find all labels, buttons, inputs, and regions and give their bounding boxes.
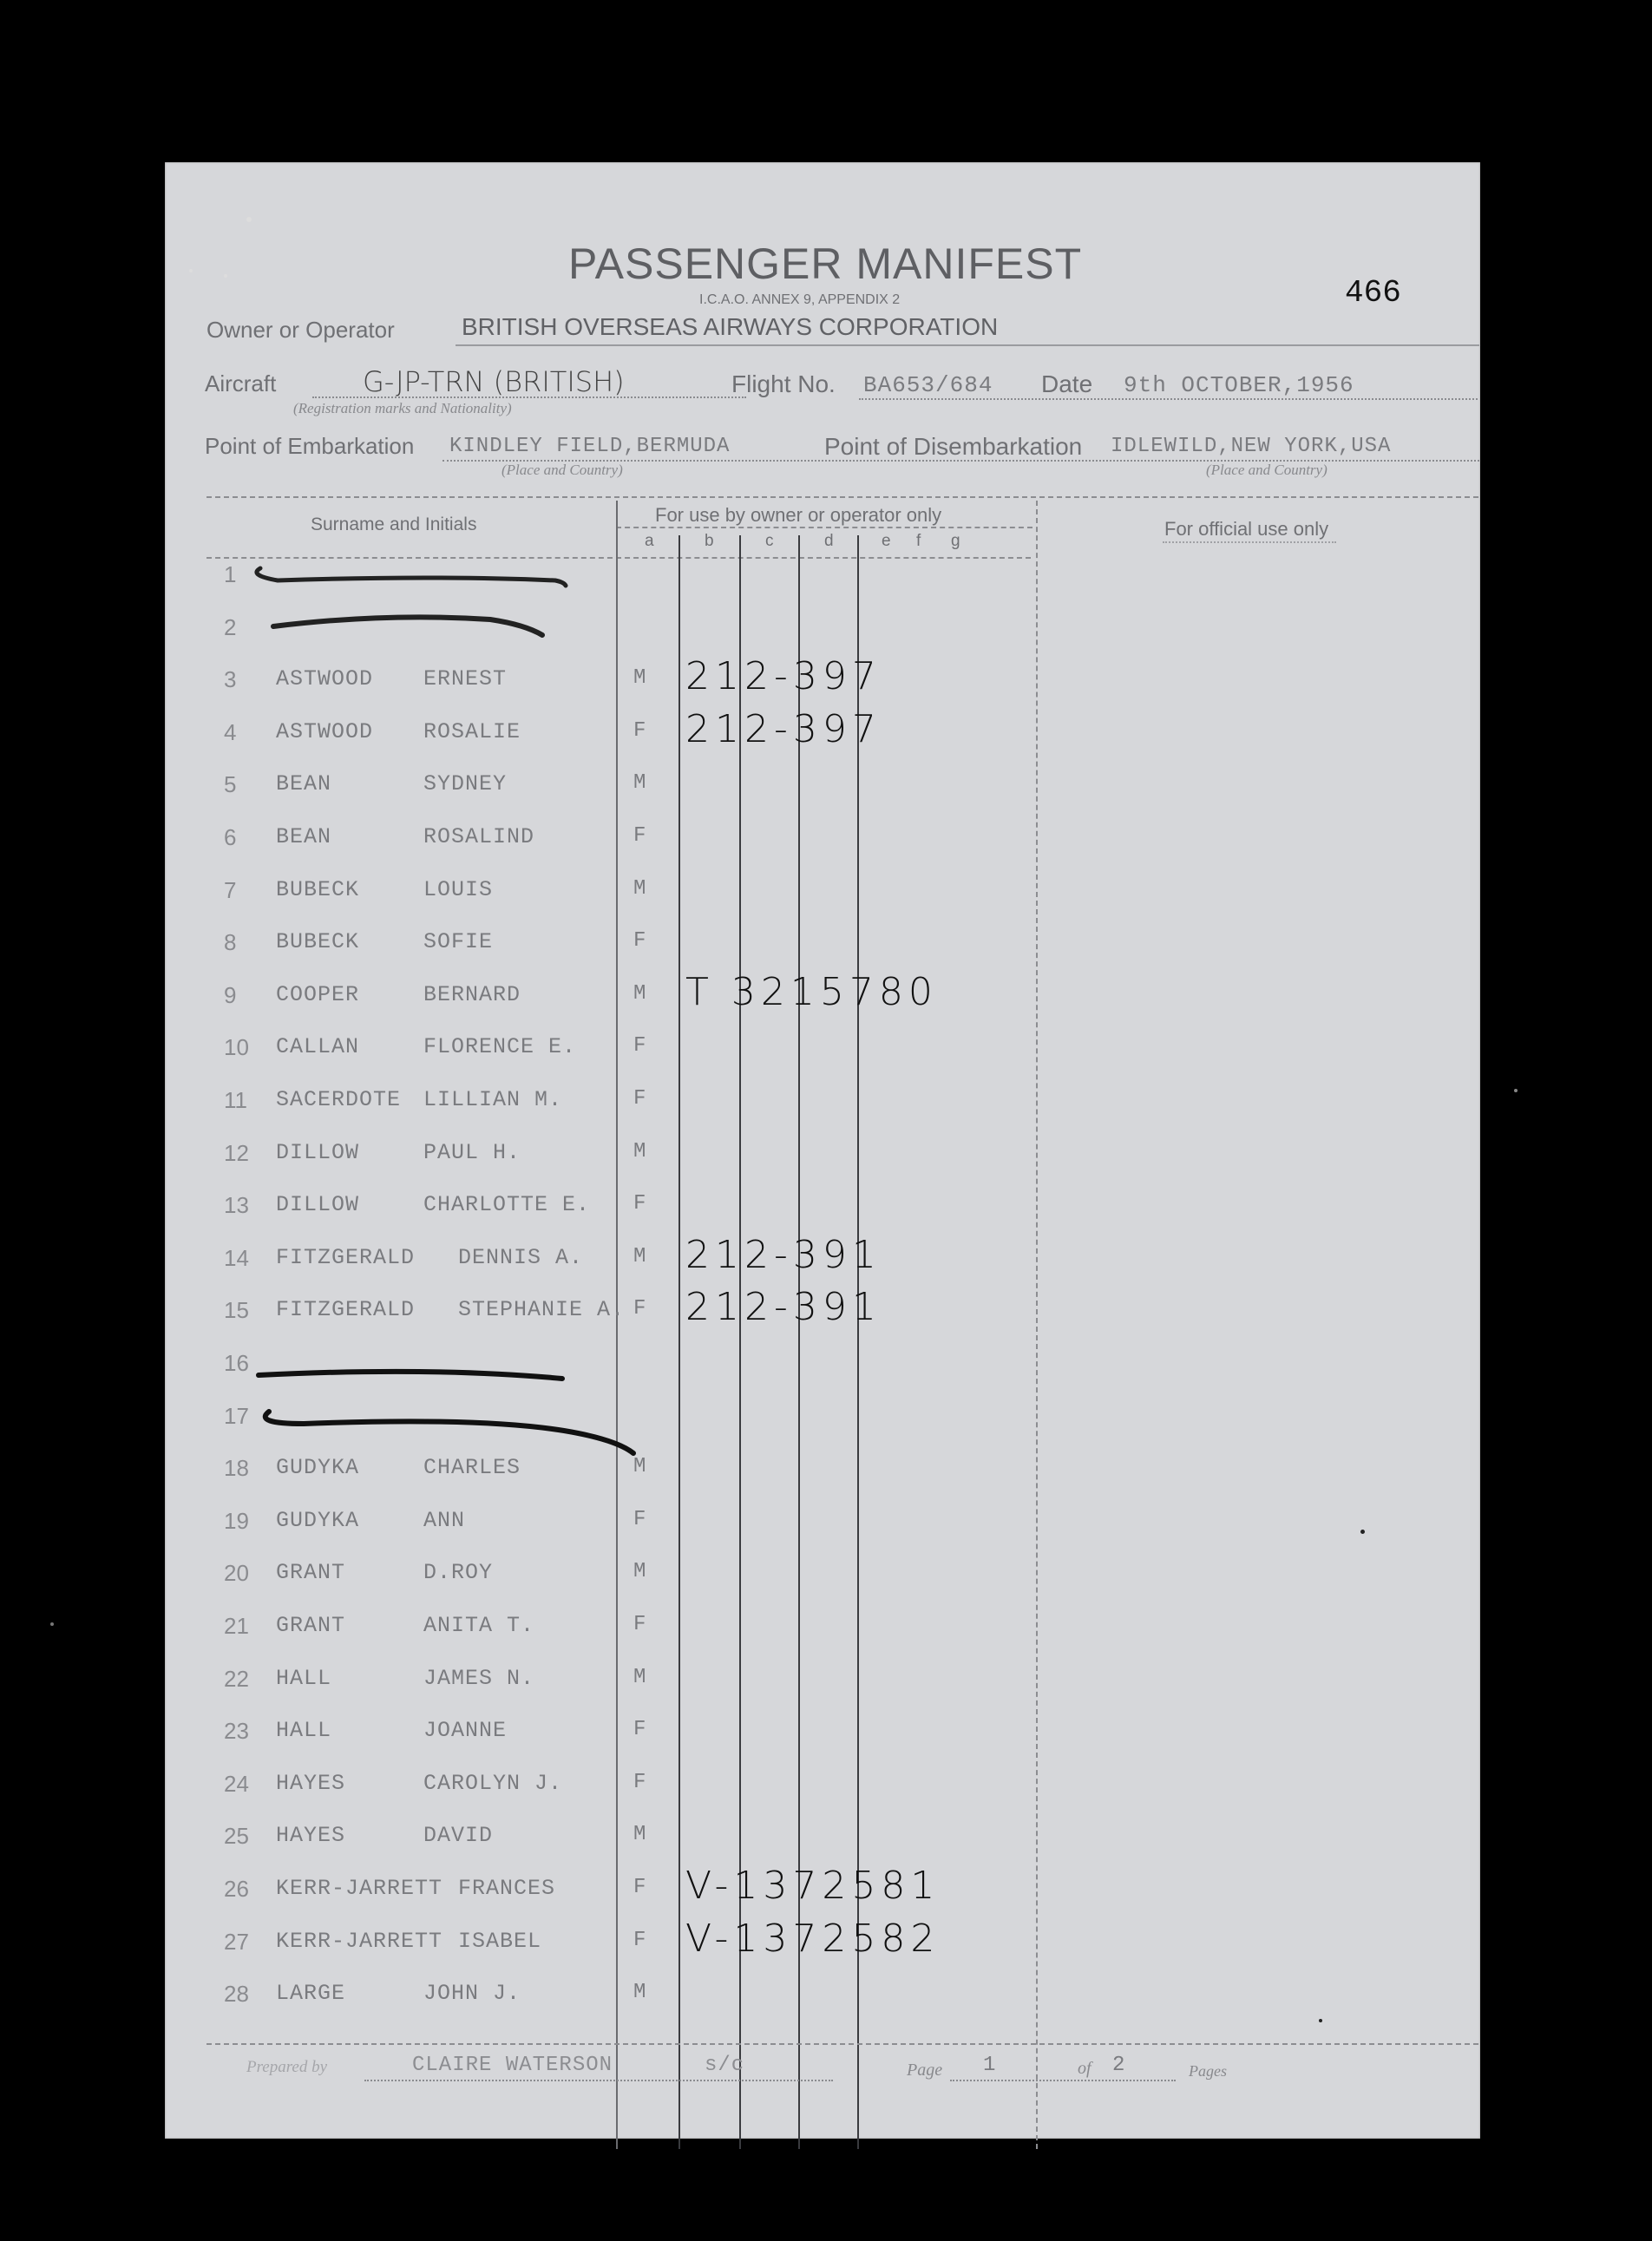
passenger-sex: F [633, 1034, 649, 1058]
passenger-sex: M [633, 1666, 649, 1689]
row-number: 17 [224, 1403, 249, 1429]
col-official-header: For official use only [1164, 518, 1329, 540]
row-number: 25 [224, 1823, 249, 1849]
passenger-given-name: CHARLOTTE E. [423, 1192, 591, 1217]
handwritten-note: T 3215780 [685, 970, 938, 1014]
row-number: 10 [224, 1034, 249, 1060]
sub-column-g: g [951, 532, 960, 550]
passenger-surname: KERR-JARRETT [276, 1929, 443, 1954]
passenger-given-name: SOFIE [423, 929, 494, 954]
row-number: 5 [224, 771, 237, 797]
passenger-sex: M [633, 771, 649, 795]
scan-speck [1514, 1089, 1518, 1092]
passenger-given-name: ROSALIE [423, 719, 521, 744]
date-value: 9th OCTOBER,1956 [1124, 372, 1354, 398]
page-number: 466 [1345, 275, 1401, 311]
row-number: 4 [224, 719, 237, 745]
sub-column-e: e [882, 532, 891, 550]
passenger-surname: KERR-JARRETT [276, 1876, 443, 1901]
row-number: 22 [224, 1666, 249, 1692]
disembark-place-note: (Place and Country) [1206, 462, 1328, 478]
passenger-surname: DILLOW [276, 1192, 360, 1217]
owner-label: Owner or Operator [206, 317, 395, 343]
passenger-sex: F [633, 1192, 649, 1216]
passenger-sex: F [633, 1771, 649, 1794]
passenger-surname: HAYES [276, 1823, 346, 1848]
strike-row-2 [273, 617, 542, 635]
page-value: 1 [983, 2054, 999, 2077]
passenger-given-name: ANN [423, 1508, 466, 1533]
passenger-surname: COOPER [276, 982, 360, 1007]
registration-note: (Registration marks and Nationality) [293, 400, 512, 416]
strike-row-1 [257, 568, 566, 586]
strike-row-16 [259, 1372, 562, 1379]
sub-column-b: b [705, 532, 714, 550]
passenger-surname: LARGE [276, 1981, 346, 2006]
passenger-surname: ASTWOOD [276, 666, 374, 691]
row-number: 20 [224, 1560, 249, 1586]
sub-column-f: f [916, 532, 921, 550]
date-label: Date [1041, 370, 1093, 397]
of-value: 2 [1112, 2054, 1128, 2077]
passenger-sex: F [633, 1087, 649, 1111]
flight-value: BA653/684 [863, 372, 993, 398]
passenger-sex: F [633, 719, 649, 743]
passenger-surname: DILLOW [276, 1140, 360, 1165]
passenger-sex: M [633, 877, 649, 901]
passenger-sex: F [633, 1297, 649, 1320]
passenger-surname: FITZGERALD [276, 1245, 416, 1270]
passenger-sex: F [633, 1876, 649, 1899]
page-label: Page [907, 2061, 943, 2080]
row-number: 9 [224, 982, 237, 1008]
passenger-sex: F [633, 1718, 649, 1741]
of-label: of [1078, 2059, 1092, 2078]
row-number: 13 [224, 1192, 249, 1218]
passenger-surname: CALLAN [276, 1034, 360, 1059]
passenger-surname: ASTWOOD [276, 719, 374, 744]
aircraft-value: G-JP-TRN (BRITISH) [363, 365, 625, 398]
row-number: 16 [224, 1350, 249, 1376]
row-number: 14 [224, 1245, 249, 1271]
aircraft-label: Aircraft [205, 370, 277, 396]
passenger-sex: M [633, 1823, 649, 1846]
disembark-label: Point of Disembarkation [824, 433, 1083, 460]
disembark-value: IDLEWILD,NEW YORK,USA [1111, 435, 1392, 458]
passenger-surname: BUBECK [276, 877, 360, 902]
col-owner-use-header: For use by owner or operator only [655, 504, 942, 526]
passenger-given-name: JOANNE [423, 1718, 508, 1743]
passenger-surname: GRANT [276, 1560, 346, 1585]
pages-label: Pages [1189, 2062, 1227, 2080]
passenger-given-name: LILLIAN M. [423, 1087, 563, 1112]
row-number: 26 [224, 1876, 249, 1902]
scan-speck [224, 274, 227, 278]
row-number: 23 [224, 1718, 249, 1744]
passenger-sex: F [633, 1929, 649, 1952]
passenger-given-name: BERNARD [423, 982, 521, 1007]
row-number: 7 [224, 877, 237, 903]
embark-place-note: (Place and Country) [502, 462, 623, 478]
passenger-sex: F [633, 824, 649, 848]
sub-column-c: c [765, 532, 774, 550]
passenger-sex: M [633, 1140, 649, 1163]
passenger-surname: HALL [276, 1718, 332, 1743]
passenger-surname: SACERDOTE [276, 1087, 402, 1112]
passenger-given-name: CAROLYN J. [423, 1771, 563, 1796]
passenger-given-name: SYDNEY [423, 771, 508, 796]
passenger-sex: M [633, 666, 649, 690]
passenger-sex: M [633, 1981, 649, 2004]
passenger-sex: M [633, 1455, 649, 1478]
row-number: 15 [224, 1297, 249, 1323]
passenger-given-name: DENNIS A. [458, 1245, 584, 1270]
row-number: 6 [224, 824, 237, 850]
row-number: 27 [224, 1929, 249, 1955]
row-number: 18 [224, 1455, 249, 1481]
prepared-by-label: Prepared by [246, 2058, 328, 2076]
passenger-surname: HALL [276, 1666, 332, 1691]
passenger-given-name: LOUIS [423, 877, 494, 902]
row-number: 24 [224, 1771, 249, 1797]
strikethrough-marks [165, 162, 1480, 2139]
embark-label: Point of Embarkation [205, 433, 415, 459]
passenger-sex: F [633, 1613, 649, 1636]
passenger-given-name: ROSALIND [423, 824, 535, 849]
passenger-surname: GRANT [276, 1613, 346, 1638]
document-title: PASSENGER MANIFEST [568, 239, 1083, 288]
passenger-surname: BEAN [276, 771, 332, 796]
passenger-given-name: ANITA T. [423, 1613, 535, 1638]
scan-speck [246, 217, 252, 222]
passenger-given-name: ISABEL [458, 1929, 542, 1954]
passenger-given-name: STEPHANIE A. [458, 1297, 626, 1322]
row-number: 2 [224, 614, 237, 640]
passenger-surname: FITZGERALD [276, 1297, 416, 1322]
row-number: 1 [224, 561, 237, 587]
handwritten-note: 212-397 [685, 707, 882, 751]
col-surname-header: Surname and Initials [311, 514, 477, 534]
passenger-sex: M [633, 1245, 649, 1268]
row-number: 12 [224, 1140, 249, 1166]
scan-speck [1319, 2019, 1322, 2022]
prepared-by-value: CLAIRE WATERSON [412, 2054, 613, 2077]
scan-speck [50, 1622, 54, 1626]
row-number: 19 [224, 1508, 249, 1534]
document-subtitle: I.C.A.O. ANNEX 9, APPENDIX 2 [699, 292, 901, 307]
passenger-given-name: FRANCES [458, 1876, 556, 1901]
passenger-surname: BUBECK [276, 929, 360, 954]
passenger-sex: M [633, 982, 649, 1006]
passenger-given-name: JAMES N. [423, 1666, 535, 1691]
scan-speck [189, 269, 193, 272]
handwritten-note: V-1372582 [685, 1917, 941, 1961]
passenger-surname: BEAN [276, 824, 332, 849]
embark-value: KINDLEY FIELD,BERMUDA [449, 435, 731, 458]
passenger-sex: F [633, 1508, 649, 1531]
row-number: 21 [224, 1613, 249, 1639]
passenger-surname: GUDYKA [276, 1455, 360, 1480]
passenger-sex: F [633, 929, 649, 953]
prepared-by-suffix: s/c [705, 2054, 745, 2077]
passenger-given-name: CHARLES [423, 1455, 521, 1480]
handwritten-note: V-1372581 [685, 1864, 941, 1908]
passenger-sex: M [633, 1560, 649, 1583]
scan-speck [1360, 1530, 1365, 1534]
passenger-surname: HAYES [276, 1771, 346, 1796]
passenger-given-name: ERNEST [423, 666, 508, 691]
passenger-given-name: DAVID [423, 1823, 494, 1848]
sub-column-a: a [645, 532, 654, 550]
handwritten-note: 212-391 [685, 1285, 882, 1329]
sub-column-d: d [824, 532, 834, 550]
row-number: 28 [224, 1981, 249, 2007]
passenger-given-name: PAUL H. [423, 1140, 521, 1165]
handwritten-note: 212-397 [685, 654, 882, 698]
flight-label: Flight No. [731, 370, 836, 397]
row-number: 8 [224, 929, 237, 955]
passenger-given-name: FLORENCE E. [423, 1034, 577, 1059]
manifest-sheet [165, 162, 1480, 2139]
owner-value: BRITISH OVERSEAS AIRWAYS CORPORATION [462, 313, 999, 340]
strike-row-17 [266, 1412, 633, 1453]
row-number: 11 [224, 1087, 247, 1113]
handwritten-note: 212-391 [685, 1233, 882, 1277]
row-number: 3 [224, 666, 237, 692]
passenger-given-name: D.ROY [423, 1560, 494, 1585]
passenger-surname: GUDYKA [276, 1508, 360, 1533]
passenger-given-name: JOHN J. [423, 1981, 521, 2006]
